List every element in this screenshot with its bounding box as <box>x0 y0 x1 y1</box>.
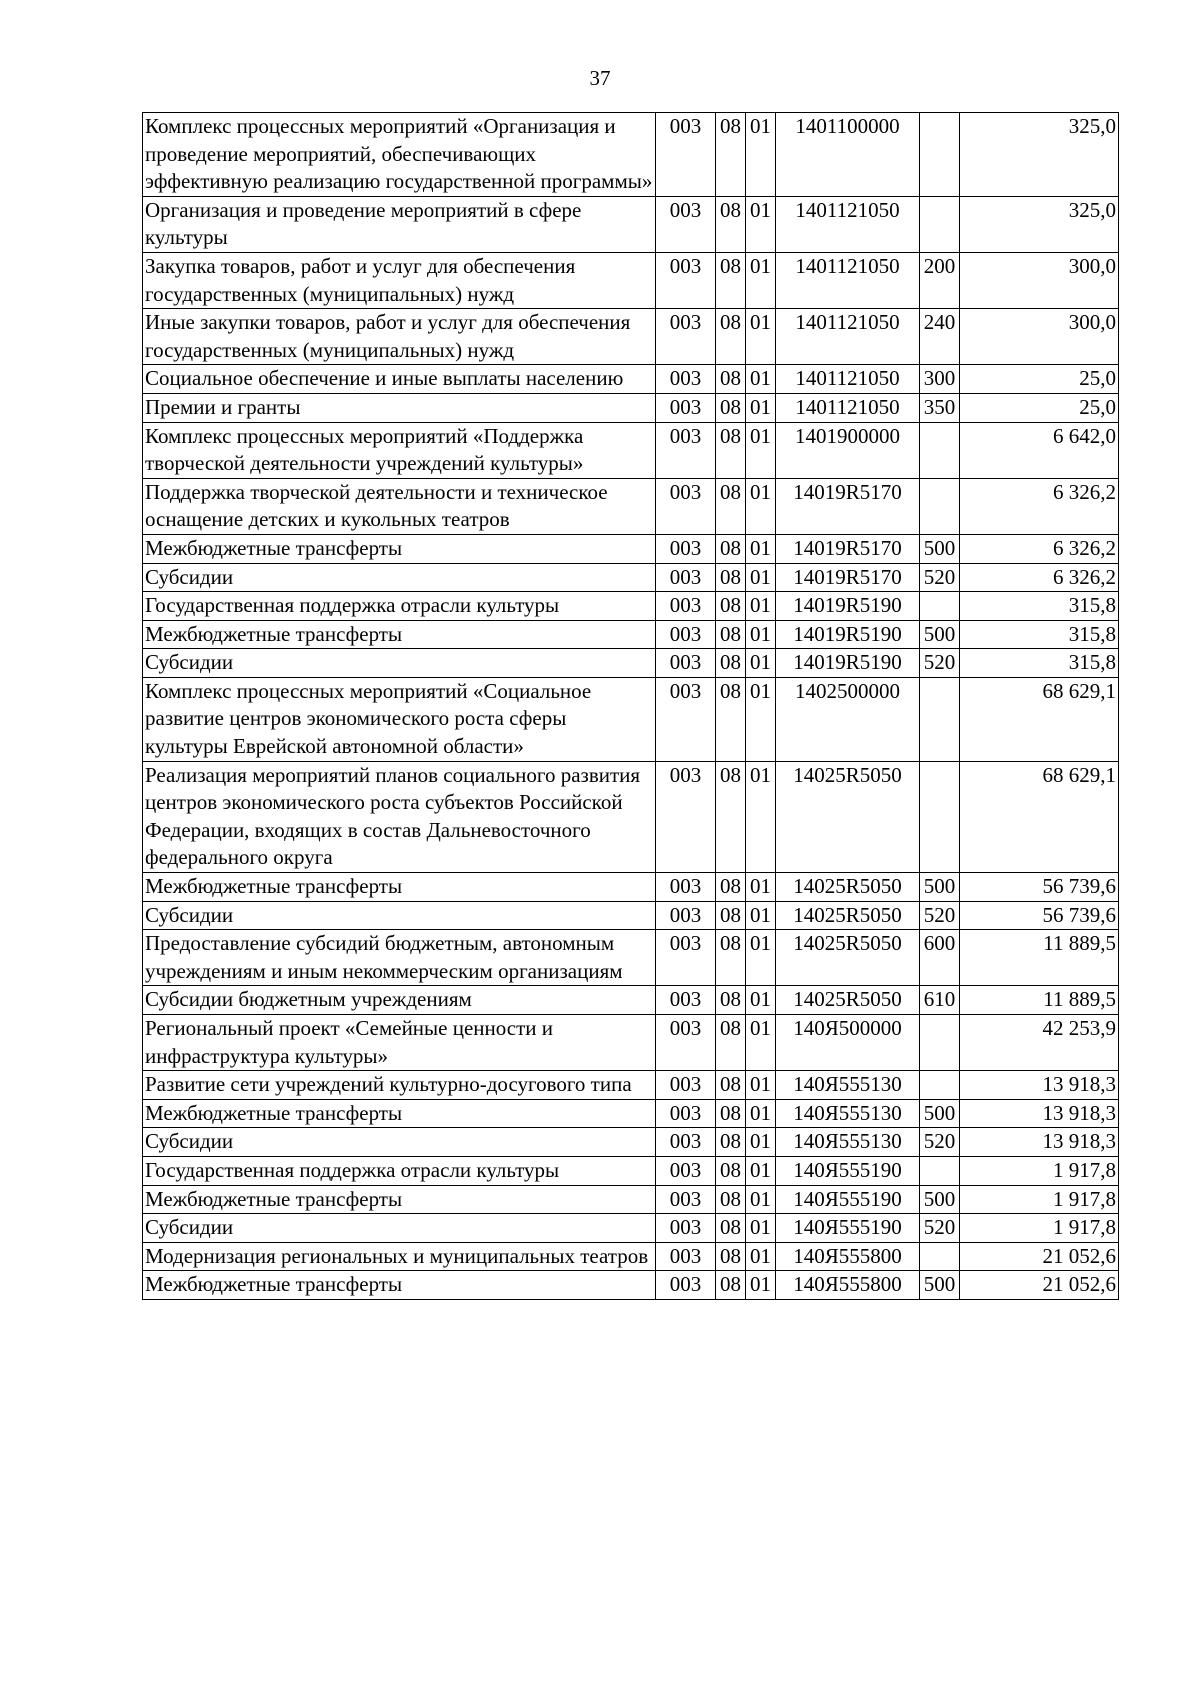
amount-cell: 6 326,2 <box>960 563 1119 592</box>
target-article-cell: 140Я555190 <box>776 1156 920 1185</box>
table-row <box>143 930 1119 986</box>
subsection-code-cell: 01 <box>746 761 776 872</box>
expense-type-cell <box>920 1015 960 1071</box>
table-row <box>143 113 1119 197</box>
expense-type-cell <box>920 1156 960 1185</box>
subsection-code-cell: 01 <box>746 422 776 478</box>
amount-cell: 21 052,6 <box>960 1242 1119 1271</box>
expense-type-cell: 600 <box>920 930 960 986</box>
target-article-cell: 1401121050 <box>776 393 920 422</box>
target-article-cell: 14025R5050 <box>776 930 920 986</box>
subsection-code-cell: 01 <box>746 365 776 394</box>
subsection-code-cell: 01 <box>746 393 776 422</box>
table-row <box>143 1185 1119 1214</box>
subsection-code-cell: 01 <box>746 986 776 1015</box>
target-article-cell: 140Я555130 <box>776 1071 920 1100</box>
subsection-code-cell: 01 <box>746 1071 776 1100</box>
amount-cell: 315,8 <box>960 592 1119 621</box>
item-name-cell: Субсидии бюджетным учреждениям <box>143 986 656 1015</box>
item-name-cell: Региональный проект «Семейные ценности и инфраструктура культуры» <box>143 1015 656 1071</box>
target-article-cell: 14019R5170 <box>776 563 920 592</box>
table-row <box>143 534 1119 563</box>
expense-type-cell <box>920 592 960 621</box>
grbs-code-cell: 003 <box>656 930 716 986</box>
amount-cell: 6 326,2 <box>960 534 1119 563</box>
grbs-code-cell: 003 <box>656 1071 716 1100</box>
section-code-cell: 08 <box>716 1185 746 1214</box>
target-article-cell: 14025R5050 <box>776 986 920 1015</box>
grbs-code-cell: 003 <box>656 986 716 1015</box>
amount-cell: 1 917,8 <box>960 1156 1119 1185</box>
item-name-cell: Межбюджетные трансферты <box>143 1099 656 1128</box>
grbs-code-cell: 003 <box>656 309 716 365</box>
amount-cell: 325,0 <box>960 196 1119 252</box>
amount-cell: 300,0 <box>960 252 1119 308</box>
target-article-cell: 140Я555190 <box>776 1185 920 1214</box>
amount-cell: 6 642,0 <box>960 422 1119 478</box>
amount-cell: 11 889,5 <box>960 986 1119 1015</box>
expense-type-cell <box>920 1242 960 1271</box>
table-row <box>143 478 1119 534</box>
section-code-cell: 08 <box>716 365 746 394</box>
target-article-cell: 14019R5170 <box>776 478 920 534</box>
table-row <box>143 649 1119 678</box>
expense-type-cell: 200 <box>920 252 960 308</box>
table-row <box>143 1128 1119 1157</box>
grbs-code-cell: 003 <box>656 534 716 563</box>
target-article-cell: 140Я500000 <box>776 1015 920 1071</box>
section-code-cell: 08 <box>716 930 746 986</box>
table-row <box>143 1271 1119 1300</box>
grbs-code-cell: 003 <box>656 1242 716 1271</box>
subsection-code-cell: 01 <box>746 113 776 197</box>
grbs-code-cell: 003 <box>656 422 716 478</box>
subsection-code-cell: 01 <box>746 309 776 365</box>
expense-type-cell <box>920 761 960 872</box>
subsection-code-cell: 01 <box>746 1156 776 1185</box>
item-name-cell: Субсидии <box>143 1214 656 1243</box>
section-code-cell: 08 <box>716 1128 746 1157</box>
item-name-cell: Субсидии <box>143 1128 656 1157</box>
target-article-cell: 14019R5190 <box>776 620 920 649</box>
section-code-cell: 08 <box>716 563 746 592</box>
item-name-cell: Комплекс процессных мероприятий «Организация и проведение мероприятий, обеспечивающих эффективную реализацию государственной программы» <box>143 113 656 197</box>
item-name-cell: Межбюджетные трансферты <box>143 1271 656 1300</box>
section-code-cell: 08 <box>716 986 746 1015</box>
expense-type-cell: 500 <box>920 1185 960 1214</box>
table-row <box>143 1214 1119 1243</box>
amount-cell: 56 739,6 <box>960 873 1119 902</box>
grbs-code-cell: 003 <box>656 649 716 678</box>
item-name-cell: Модернизация региональных и муниципальных театров <box>143 1242 656 1271</box>
section-code-cell: 08 <box>716 1242 746 1271</box>
expense-type-cell: 500 <box>920 1271 960 1300</box>
table-row <box>143 422 1119 478</box>
section-code-cell: 08 <box>716 1214 746 1243</box>
section-code-cell: 08 <box>716 113 746 197</box>
section-code-cell: 08 <box>716 620 746 649</box>
target-article-cell: 14025R5050 <box>776 761 920 872</box>
section-code-cell: 08 <box>716 1015 746 1071</box>
section-code-cell: 08 <box>716 534 746 563</box>
amount-cell: 68 629,1 <box>960 677 1119 761</box>
section-code-cell: 08 <box>716 1271 746 1300</box>
expense-type-cell: 520 <box>920 563 960 592</box>
item-name-cell: Поддержка творческой деятельности и техническое оснащение детских и кукольных театров <box>143 478 656 534</box>
expense-type-cell: 610 <box>920 986 960 1015</box>
grbs-code-cell: 003 <box>656 592 716 621</box>
subsection-code-cell: 01 <box>746 873 776 902</box>
table-row <box>143 309 1119 365</box>
section-code-cell: 08 <box>716 592 746 621</box>
item-name-cell: Комплекс процессных мероприятий «Социальное развитие центров экономического роста сферы культуры Еврейской автономной области» <box>143 677 656 761</box>
target-article-cell: 14025R5050 <box>776 873 920 902</box>
subsection-code-cell: 01 <box>746 620 776 649</box>
target-article-cell: 140Я555130 <box>776 1099 920 1128</box>
subsection-code-cell: 01 <box>746 1185 776 1214</box>
item-name-cell: Премии и гранты <box>143 393 656 422</box>
section-code-cell: 08 <box>716 309 746 365</box>
item-name-cell: Комплекс процессных мероприятий «Поддержка творческой деятельности учреждений культуры» <box>143 422 656 478</box>
item-name-cell: Межбюджетные трансферты <box>143 620 656 649</box>
expense-type-cell: 500 <box>920 620 960 649</box>
subsection-code-cell: 01 <box>746 1214 776 1243</box>
section-code-cell: 08 <box>716 873 746 902</box>
section-code-cell: 08 <box>716 478 746 534</box>
subsection-code-cell: 01 <box>746 592 776 621</box>
subsection-code-cell: 01 <box>746 563 776 592</box>
table-row <box>143 365 1119 394</box>
item-name-cell: Социальное обеспечение и иные выплаты населению <box>143 365 656 394</box>
target-article-cell: 14019R5170 <box>776 534 920 563</box>
item-name-cell: Государственная поддержка отрасли культуры <box>143 592 656 621</box>
target-article-cell: 1401121050 <box>776 365 920 394</box>
table-row <box>143 563 1119 592</box>
grbs-code-cell: 003 <box>656 1271 716 1300</box>
expense-type-cell: 300 <box>920 365 960 394</box>
table-row <box>143 1242 1119 1271</box>
grbs-code-cell: 003 <box>656 620 716 649</box>
section-code-cell: 08 <box>716 422 746 478</box>
expense-type-cell <box>920 677 960 761</box>
amount-cell: 25,0 <box>960 393 1119 422</box>
section-code-cell: 08 <box>716 901 746 930</box>
amount-cell: 13 918,3 <box>960 1099 1119 1128</box>
table-row <box>143 873 1119 902</box>
amount-cell: 56 739,6 <box>960 901 1119 930</box>
table-row <box>143 1099 1119 1128</box>
subsection-code-cell: 01 <box>746 252 776 308</box>
grbs-code-cell: 003 <box>656 1185 716 1214</box>
subsection-code-cell: 01 <box>746 1015 776 1071</box>
item-name-cell: Субсидии <box>143 901 656 930</box>
table-row <box>143 1156 1119 1185</box>
target-article-cell: 1401900000 <box>776 422 920 478</box>
expense-type-cell <box>920 1071 960 1100</box>
target-article-cell: 1401121050 <box>776 252 920 308</box>
target-article-cell: 1401121050 <box>776 309 920 365</box>
item-name-cell: Реализация мероприятий планов социального развития центров экономического роста субъектов Российской Федерации, входящих в состав Дальневосточного федерального округа <box>143 761 656 872</box>
expense-type-cell: 500 <box>920 873 960 902</box>
grbs-code-cell: 003 <box>656 1156 716 1185</box>
section-code-cell: 08 <box>716 393 746 422</box>
target-article-cell: 1402500000 <box>776 677 920 761</box>
expense-type-cell <box>920 196 960 252</box>
budget-table <box>142 112 1119 1300</box>
amount-cell: 315,8 <box>960 649 1119 678</box>
table-row <box>143 393 1119 422</box>
subsection-code-cell: 01 <box>746 677 776 761</box>
target-article-cell: 14019R5190 <box>776 592 920 621</box>
subsection-code-cell: 01 <box>746 1099 776 1128</box>
grbs-code-cell: 003 <box>656 677 716 761</box>
table-row <box>143 986 1119 1015</box>
grbs-code-cell: 003 <box>656 365 716 394</box>
expense-type-cell: 240 <box>920 309 960 365</box>
grbs-code-cell: 003 <box>656 1214 716 1243</box>
subsection-code-cell: 01 <box>746 901 776 930</box>
amount-cell: 325,0 <box>960 113 1119 197</box>
item-name-cell: Организация и проведение мероприятий в сфере культуры <box>143 196 656 252</box>
item-name-cell: Субсидии <box>143 563 656 592</box>
amount-cell: 13 918,3 <box>960 1128 1119 1157</box>
grbs-code-cell: 003 <box>656 252 716 308</box>
subsection-code-cell: 01 <box>746 930 776 986</box>
subsection-code-cell: 01 <box>746 1271 776 1300</box>
item-name-cell: Межбюджетные трансферты <box>143 534 656 563</box>
subsection-code-cell: 01 <box>746 649 776 678</box>
grbs-code-cell: 003 <box>656 563 716 592</box>
expense-type-cell <box>920 422 960 478</box>
target-article-cell: 140Я555190 <box>776 1214 920 1243</box>
expense-type-cell: 520 <box>920 649 960 678</box>
section-code-cell: 08 <box>716 1071 746 1100</box>
amount-cell: 68 629,1 <box>960 761 1119 872</box>
table-row <box>143 761 1119 872</box>
section-code-cell: 08 <box>716 1099 746 1128</box>
subsection-code-cell: 01 <box>746 196 776 252</box>
amount-cell: 1 917,8 <box>960 1214 1119 1243</box>
target-article-cell: 1401121050 <box>776 196 920 252</box>
target-article-cell: 14025R5050 <box>776 901 920 930</box>
item-name-cell: Государственная поддержка отрасли культуры <box>143 1156 656 1185</box>
amount-cell: 315,8 <box>960 620 1119 649</box>
subsection-code-cell: 01 <box>746 1242 776 1271</box>
amount-cell: 13 918,3 <box>960 1071 1119 1100</box>
item-name-cell: Межбюджетные трансферты <box>143 1185 656 1214</box>
table-row <box>143 901 1119 930</box>
expense-type-cell: 520 <box>920 1128 960 1157</box>
subsection-code-cell: 01 <box>746 478 776 534</box>
amount-cell: 11 889,5 <box>960 930 1119 986</box>
subsection-code-cell: 01 <box>746 1128 776 1157</box>
section-code-cell: 08 <box>716 196 746 252</box>
grbs-code-cell: 003 <box>656 761 716 872</box>
grbs-code-cell: 003 <box>656 478 716 534</box>
amount-cell: 25,0 <box>960 365 1119 394</box>
table-row <box>143 1071 1119 1100</box>
amount-cell: 21 052,6 <box>960 1271 1119 1300</box>
section-code-cell: 08 <box>716 649 746 678</box>
target-article-cell: 14019R5190 <box>776 649 920 678</box>
section-code-cell: 08 <box>716 252 746 308</box>
table-body <box>143 113 1119 1300</box>
expense-type-cell: 500 <box>920 534 960 563</box>
grbs-code-cell: 003 <box>656 1128 716 1157</box>
section-code-cell: 08 <box>716 761 746 872</box>
amount-cell: 300,0 <box>960 309 1119 365</box>
table-row <box>143 677 1119 761</box>
page-number: 37 <box>589 66 611 90</box>
expense-type-cell <box>920 113 960 197</box>
expense-type-cell: 350 <box>920 393 960 422</box>
section-code-cell: 08 <box>716 1156 746 1185</box>
grbs-code-cell: 003 <box>656 873 716 902</box>
item-name-cell: Субсидии <box>143 649 656 678</box>
item-name-cell: Закупка товаров, работ и услуг для обеспечения государственных (муниципальных) нужд <box>143 252 656 308</box>
expense-type-cell: 520 <box>920 901 960 930</box>
table-row <box>143 252 1119 308</box>
item-name-cell: Развитие сети учреждений культурно-досугового типа <box>143 1071 656 1100</box>
expense-type-cell <box>920 478 960 534</box>
target-article-cell: 1401100000 <box>776 113 920 197</box>
grbs-code-cell: 003 <box>656 901 716 930</box>
table-row <box>143 1015 1119 1071</box>
grbs-code-cell: 003 <box>656 393 716 422</box>
section-code-cell: 08 <box>716 677 746 761</box>
target-article-cell: 140Я555800 <box>776 1242 920 1271</box>
grbs-code-cell: 003 <box>656 1099 716 1128</box>
target-article-cell: 140Я555130 <box>776 1128 920 1157</box>
amount-cell: 6 326,2 <box>960 478 1119 534</box>
expense-type-cell: 500 <box>920 1099 960 1128</box>
table-row <box>143 592 1119 621</box>
grbs-code-cell: 003 <box>656 1015 716 1071</box>
amount-cell: 1 917,8 <box>960 1185 1119 1214</box>
item-name-cell: Межбюджетные трансферты <box>143 873 656 902</box>
grbs-code-cell: 003 <box>656 196 716 252</box>
subsection-code-cell: 01 <box>746 534 776 563</box>
expense-type-cell: 520 <box>920 1214 960 1243</box>
table-row <box>143 196 1119 252</box>
grbs-code-cell: 003 <box>656 113 716 197</box>
item-name-cell: Иные закупки товаров, работ и услуг для обеспечения государственных (муниципальных) нужд <box>143 309 656 365</box>
amount-cell: 42 253,9 <box>960 1015 1119 1071</box>
table-row <box>143 620 1119 649</box>
item-name-cell: Предоставление субсидий бюджетным, автономным учреждениям и иным некоммерческим организациям <box>143 930 656 986</box>
target-article-cell: 140Я555800 <box>776 1271 920 1300</box>
